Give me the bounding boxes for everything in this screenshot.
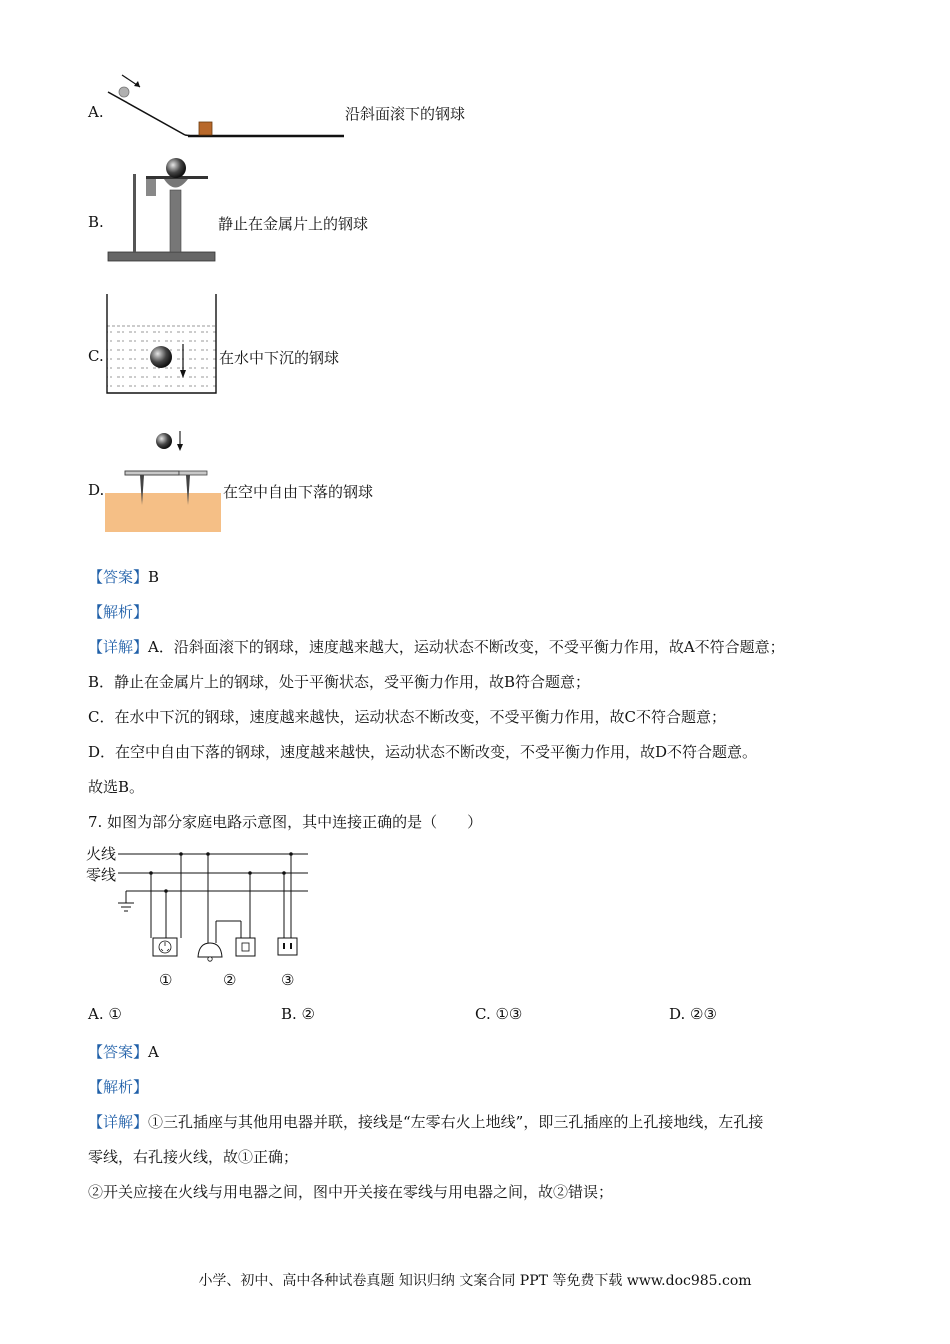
detail-text: A．沿斜面滚下的钢球，速度越来越大，运动状态不断改变，不受平衡力作用，故A不符合题意； bbox=[148, 638, 785, 656]
detail-tag: 【详解】 bbox=[88, 1113, 149, 1131]
q7-answer bbox=[88, 1041, 159, 1062]
option-a-caption: 沿斜面滚下的钢球 bbox=[345, 105, 466, 123]
option-b-caption: 静止在金属片上的钢球 bbox=[218, 215, 369, 233]
option-b-letter: B. bbox=[88, 213, 104, 231]
choice-c: C. ①③ bbox=[475, 1005, 523, 1023]
q7-detail-line: 零线，右孔接火线，故①正确； bbox=[88, 1148, 299, 1166]
q7-analysis-heading bbox=[88, 1076, 148, 1097]
q6-detail-line bbox=[88, 636, 785, 657]
analysis-tag: 【解析】 bbox=[88, 1078, 149, 1096]
q6-conclusion: 故选B。 bbox=[88, 778, 145, 796]
live-wire-label: 火线 bbox=[86, 845, 117, 863]
q6-detail-line: D．在空中自由下落的钢球，速度越来越快，运动状态不断改变，不受平衡力作用，故D不符合题意。 bbox=[88, 743, 758, 761]
q7-detail-line bbox=[88, 1111, 763, 1132]
water-tank-diagram bbox=[104, 292, 220, 398]
analysis-tag: 【解析】 bbox=[88, 603, 149, 621]
answer-value: B bbox=[148, 568, 160, 586]
detail-tag: 【详解】 bbox=[88, 638, 149, 656]
q6-detail-line: B．静止在金属片上的钢球，处于平衡状态，受平衡力作用，故B符合题意； bbox=[88, 673, 591, 691]
choice-a: A. ① bbox=[88, 1005, 122, 1023]
falling-ball-diagram bbox=[104, 425, 224, 535]
option-a-letter: A. bbox=[88, 103, 104, 121]
q6-analysis-heading bbox=[88, 601, 148, 622]
option-c-caption: 在水中下沉的钢球 bbox=[219, 349, 340, 367]
marker-2: ② bbox=[223, 971, 237, 989]
answer-tag: 【答案】 bbox=[88, 568, 149, 586]
option-d-caption: 在空中自由下落的钢球 bbox=[223, 483, 374, 501]
detail-text: ①三孔插座与其他用电器并联，接线是“左零右火上地线”，即三孔插座的上孔接地线，左孔接 bbox=[148, 1113, 764, 1131]
marker-1: ① bbox=[159, 971, 173, 989]
incline-diagram bbox=[100, 70, 350, 142]
page-footer: 小学、初中、高中各种试卷真题 知识归纳 文案合同 PPT 等免费下载 www.doc985.com bbox=[198, 1273, 752, 1289]
neutral-wire-label: 零线 bbox=[86, 866, 117, 884]
q7-detail-line: ②开关应接在火线与用电器之间，图中开关接在零线与用电器之间，故②错误； bbox=[88, 1183, 614, 1201]
option-c-letter: C. bbox=[88, 347, 104, 365]
marker-3: ③ bbox=[281, 971, 295, 989]
option-d-letter: D. bbox=[88, 481, 105, 499]
answer-value: A bbox=[148, 1043, 159, 1061]
circuit-diagram bbox=[110, 845, 315, 970]
q6-answer bbox=[88, 566, 159, 587]
q6-detail-line: C．在水中下沉的钢球，速度越来越快，运动状态不断改变，不受平衡力作用，故C不符合题意； bbox=[88, 708, 726, 726]
stand-diagram bbox=[100, 152, 220, 267]
choice-b: B. ② bbox=[281, 1005, 316, 1023]
q7-question: 7. 如图为部分家庭电路示意图，其中连接正确的是（ ） bbox=[88, 813, 483, 831]
choice-d: D. ②③ bbox=[669, 1005, 717, 1023]
answer-tag: 【答案】 bbox=[88, 1043, 149, 1061]
